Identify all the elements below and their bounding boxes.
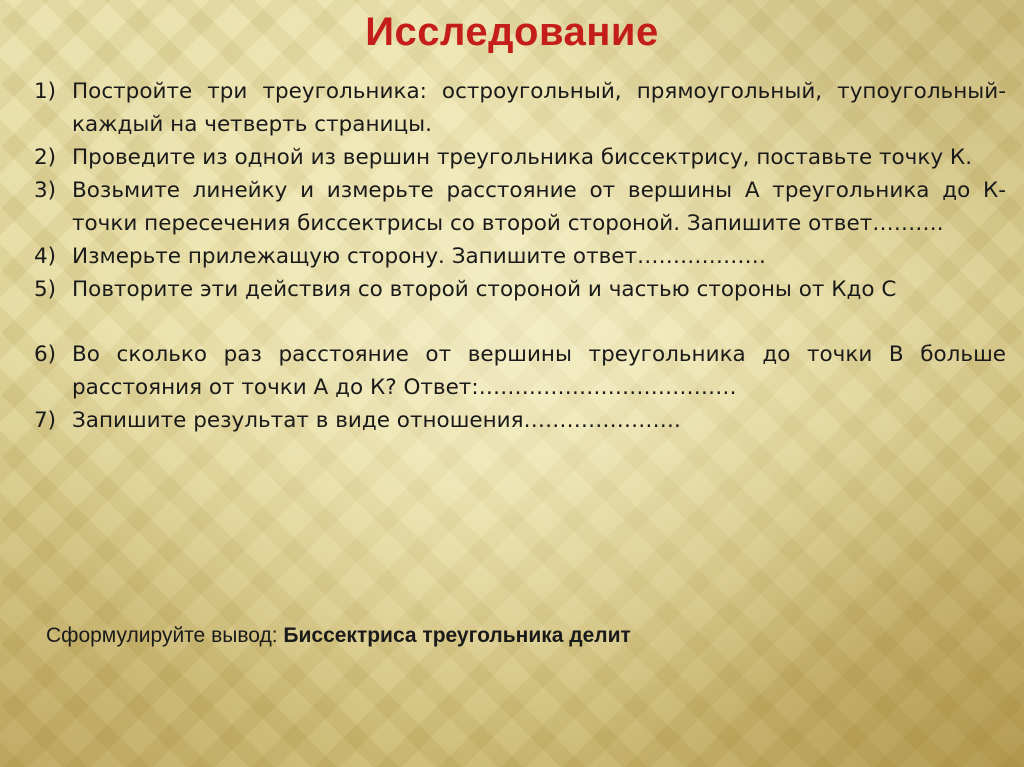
list-item	[34, 141, 1006, 174]
list-item	[34, 338, 1006, 404]
item-text: Во сколько раз расстояние от вершины треугольника до точки В больше расстояния от точки А до К? Ответ:………………………………	[72, 342, 1006, 400]
item-number: 2)	[34, 145, 57, 170]
task-list	[34, 75, 1006, 437]
list-item	[34, 174, 1006, 240]
item-text: Возьмите линейку и измерьте расстояние от вершины А треугольника до К- точки пересечения биссектрисы со второй стороной. Запишите ответ……….	[72, 178, 1006, 236]
item-number: 1)	[34, 79, 57, 104]
list-item	[34, 404, 1006, 437]
item-number: 3)	[34, 178, 57, 203]
item-text: Измерьте прилежащую сторону. Запишите ответ………………	[72, 244, 767, 269]
conclusion-statement: Биссектриса треугольника делит	[283, 624, 631, 647]
item-number: 4)	[34, 244, 57, 269]
item-number: 6)	[34, 342, 57, 367]
conclusion	[46, 624, 631, 648]
item-number: 7)	[34, 408, 57, 433]
list-item	[34, 75, 1006, 141]
item-text: Постройте три треугольника: остроугольный, прямоугольный, тупоугольный-каждый на четверть страницы.	[72, 79, 1006, 137]
list-item	[34, 240, 1006, 273]
conclusion-label: Сформулируйте вывод:	[46, 624, 284, 647]
list-item	[34, 273, 1006, 306]
item-text: Запишите результат в виде отношения………………….	[72, 408, 681, 433]
slide-title: Исследование	[365, 10, 659, 54]
item-number: 5)	[34, 277, 57, 302]
item-text: Повторите эти действия со второй стороной и частью стороны от Кдо С	[72, 277, 897, 302]
item-text: Проведите из одной из вершин треугольника биссектрису, поставьте точку К.	[72, 145, 973, 170]
